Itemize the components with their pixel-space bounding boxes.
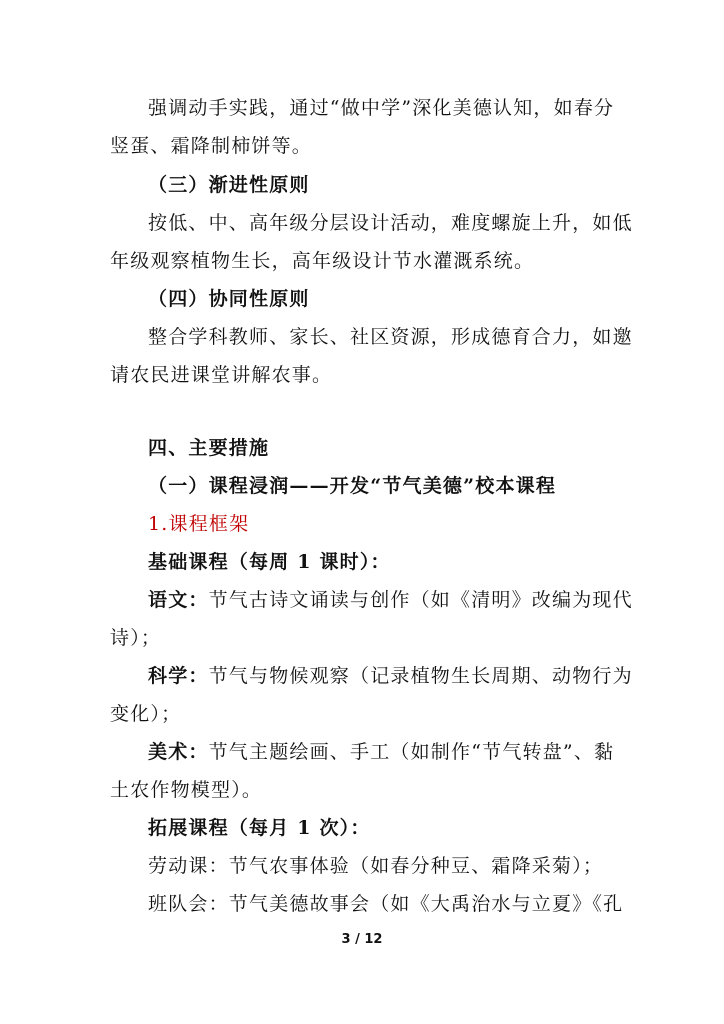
- paragraph-line: 变化）；: [110, 703, 182, 725]
- art-course-line: [148, 740, 668, 764]
- class-meeting-line: 班队会：节气美德故事会（如《大禹治水与立夏》《孔: [148, 893, 624, 915]
- art-label: 美术：: [148, 741, 209, 763]
- chinese-course-line: [148, 588, 668, 612]
- chinese-label: 语文：: [148, 589, 209, 611]
- chinese-text: 节气古诗文诵读与创作（如《清明》改编为现代: [208, 589, 633, 611]
- paragraph-line: 整合学科教师、家长、社区资源，形成德育合力，如邀: [148, 326, 633, 348]
- subheading-curriculum: （一）课程浸润——开发“节气美德”校本课程: [148, 475, 557, 497]
- heading-progressive-principle: （三）渐进性原则: [148, 174, 310, 196]
- paragraph-line: 年级观察植物生长，高年级设计节水灌溉系统。: [110, 250, 535, 272]
- paragraph-line: 诗）；: [110, 627, 162, 649]
- science-course-line: [148, 664, 668, 688]
- paragraph-line: 请农民进课堂讲解农事。: [110, 364, 333, 386]
- paragraph-line: 竖蛋、霜降制柿饼等。: [110, 135, 313, 157]
- paragraph-line: 强调动手实践，通过“做中学”深化美德认知，如春分: [148, 97, 615, 119]
- extended-course-label: 拓展课程（每月 1 次）：: [148, 817, 371, 839]
- science-label: 科学：: [148, 665, 209, 687]
- heading-collaborative-principle: （四）协同性原则: [148, 288, 310, 310]
- paragraph-line: 按低、中、高年级分层设计活动，难度螺旋上升，如低: [148, 212, 633, 234]
- art-text: 节气主题绘画、手工（如制作“节气转盘”、黏: [208, 741, 615, 763]
- paragraph-line: 土农作物模型）。: [110, 779, 263, 801]
- science-text: 节气与物候观察（记录植物生长周期、动物行为: [208, 665, 633, 687]
- subheading-course-framework: 1.课程框架: [148, 513, 250, 535]
- basic-course-label: 基础课程（每周 1 课时）：: [148, 551, 391, 573]
- labor-course-line: 劳动课：节气农事体验（如春分种豆、霜降采菊）；: [148, 855, 604, 877]
- section-heading-main-measures: 四、主要措施: [148, 437, 270, 459]
- page-number: 3 / 12: [341, 932, 383, 947]
